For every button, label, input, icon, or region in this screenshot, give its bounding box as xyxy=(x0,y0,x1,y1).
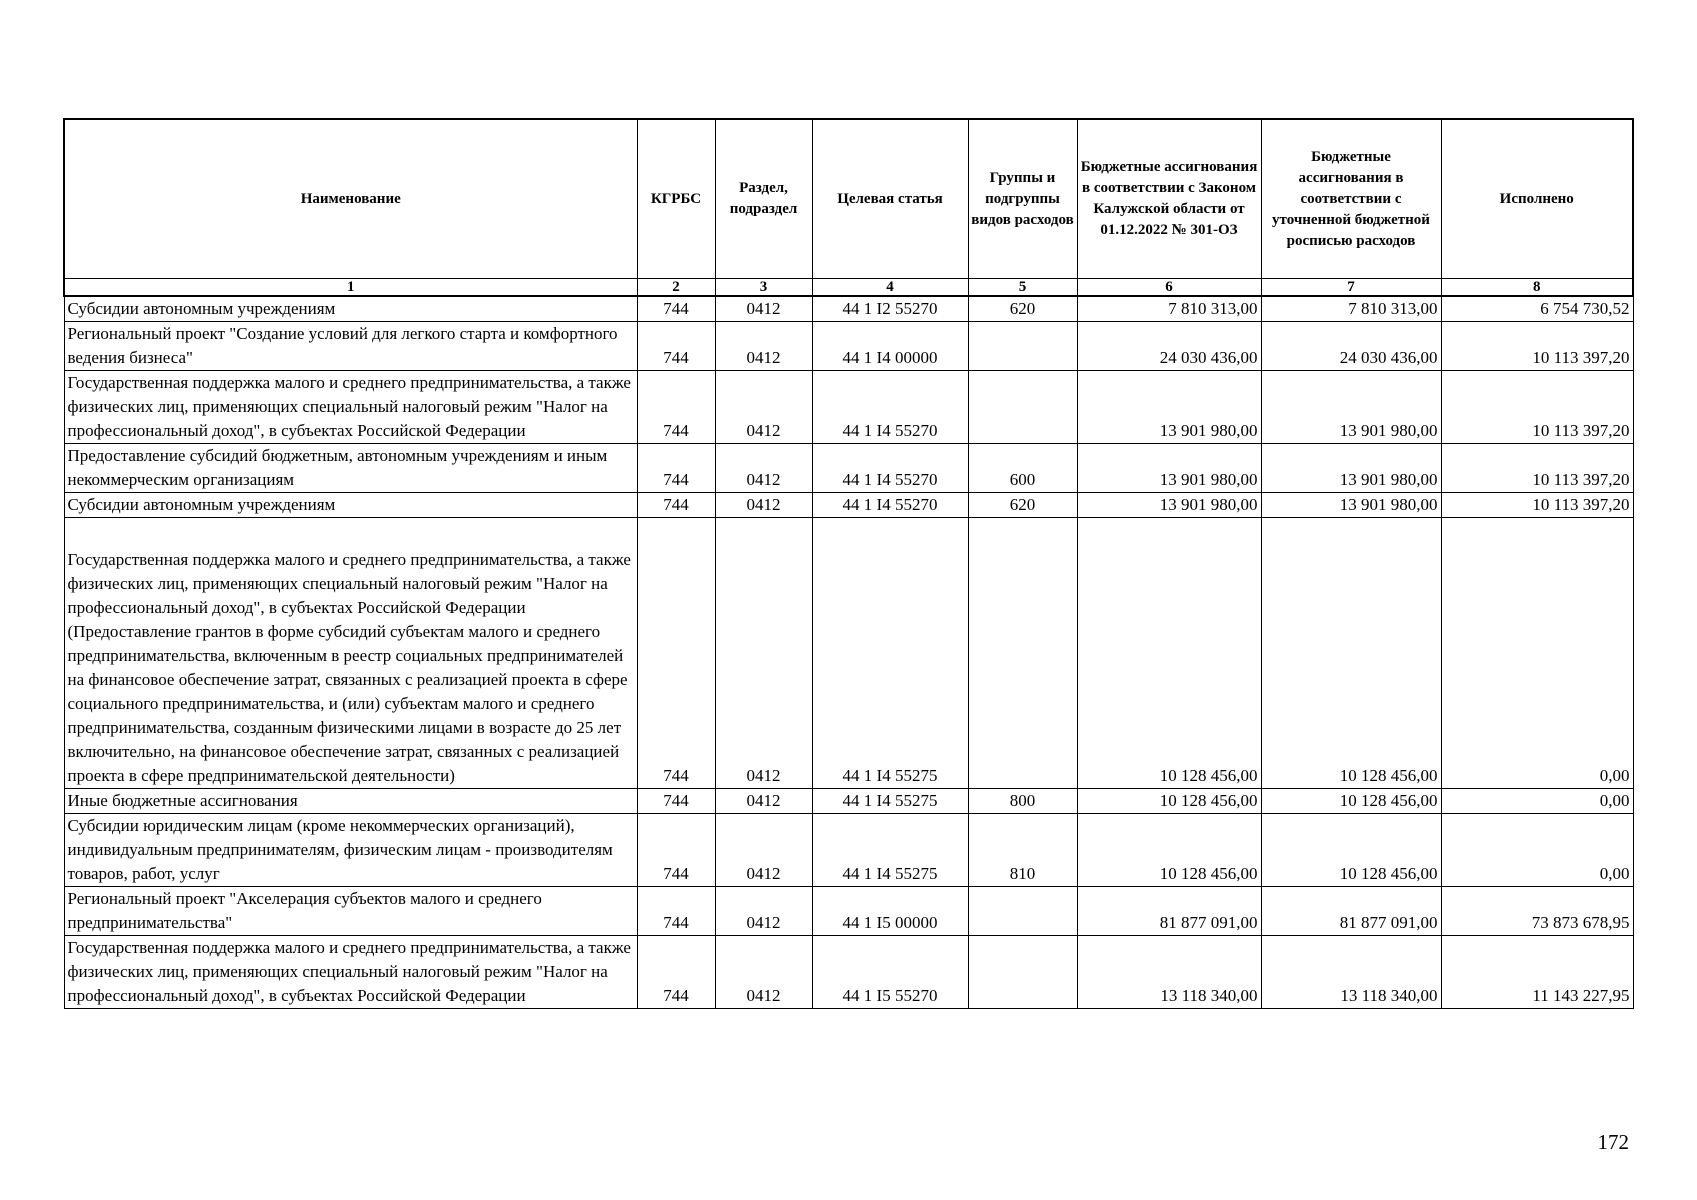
row-statya: 44 1 I4 55270 xyxy=(812,444,968,493)
table-row xyxy=(64,296,1633,322)
row-zakon: 10 128 456,00 xyxy=(1077,814,1261,887)
row-name: Субсидии автономным учреждениям xyxy=(64,296,637,322)
row-ispolneno: 0,00 xyxy=(1441,789,1633,814)
row-vid: 620 xyxy=(968,296,1077,322)
row-vid xyxy=(968,371,1077,444)
row-rospis: 24 030 436,00 xyxy=(1261,322,1441,371)
row-ispolneno: 10 113 397,20 xyxy=(1441,493,1633,518)
table-row xyxy=(64,814,1633,887)
header-razdel: Раздел, подраздел xyxy=(715,119,812,279)
row-ispolneno: 0,00 xyxy=(1441,518,1633,789)
column-number: 1 xyxy=(64,279,637,297)
table-row xyxy=(64,322,1633,371)
row-zakon: 10 128 456,00 xyxy=(1077,518,1261,789)
row-zakon: 81 877 091,00 xyxy=(1077,887,1261,936)
row-rospis: 81 877 091,00 xyxy=(1261,887,1441,936)
row-ispolneno: 0,00 xyxy=(1441,814,1633,887)
header-ispolneno: Исполнено xyxy=(1441,119,1633,279)
row-statya: 44 1 I4 55275 xyxy=(812,518,968,789)
header-name: Наименование xyxy=(64,119,637,279)
row-rospis: 13 118 340,00 xyxy=(1261,936,1441,1009)
budget-table xyxy=(63,118,1634,1009)
table-row xyxy=(64,493,1633,518)
row-vid: 800 xyxy=(968,789,1077,814)
row-razdel: 0412 xyxy=(715,444,812,493)
row-statya: 44 1 I4 55275 xyxy=(812,814,968,887)
row-statya: 44 1 I4 55270 xyxy=(812,371,968,444)
row-statya: 44 1 I4 55275 xyxy=(812,789,968,814)
row-razdel: 0412 xyxy=(715,518,812,789)
row-rospis: 10 128 456,00 xyxy=(1261,518,1441,789)
row-rospis: 13 901 980,00 xyxy=(1261,371,1441,444)
row-zakon: 13 901 980,00 xyxy=(1077,371,1261,444)
row-name: Государственная поддержка малого и среднего предпринимательства, а также физических лиц, применяющих специальный налоговый режим "Налог на профессиональный доход", в субъектах Российской Федерации xyxy=(64,371,637,444)
row-ispolneno: 10 113 397,20 xyxy=(1441,371,1633,444)
row-kgrbs: 744 xyxy=(637,444,715,493)
row-kgrbs: 744 xyxy=(637,296,715,322)
row-name: Субсидии автономным учреждениям xyxy=(64,493,637,518)
row-vid xyxy=(968,887,1077,936)
header-rospis: Бюджетные ассигнования в соответствии с уточненной бюджетной росписью расходов xyxy=(1261,119,1441,279)
header-statya: Целевая статья xyxy=(812,119,968,279)
page-number: 172 xyxy=(1597,1130,1629,1154)
table-row xyxy=(64,371,1633,444)
row-rospis: 10 128 456,00 xyxy=(1261,814,1441,887)
row-zakon: 13 118 340,00 xyxy=(1077,936,1261,1009)
row-rospis: 10 128 456,00 xyxy=(1261,789,1441,814)
header-kgrbs: КГРБС xyxy=(637,119,715,279)
row-statya: 44 1 I5 55270 xyxy=(812,936,968,1009)
row-kgrbs: 744 xyxy=(637,518,715,789)
row-zakon: 7 810 313,00 xyxy=(1077,296,1261,322)
table-row xyxy=(64,936,1633,1009)
row-vid xyxy=(968,936,1077,1009)
row-kgrbs: 744 xyxy=(637,887,715,936)
row-name: Субсидии юридическим лицам (кроме некоммерческих организаций), индивидуальным предпринимателям, физическим лицам - производителям товаров, работ, услуг xyxy=(64,814,637,887)
row-name: Государственная поддержка малого и среднего предпринимательства, а также физических лиц, применяющих специальный налоговый режим "Налог на профессиональный доход", в субъектах Российской Федерации xyxy=(64,936,637,1009)
row-ispolneno: 73 873 678,95 xyxy=(1441,887,1633,936)
row-ispolneno: 6 754 730,52 xyxy=(1441,296,1633,322)
header-vid: Группы и подгруппы видов расходов xyxy=(968,119,1077,279)
header-zakon: Бюджетные ассигнования в соответствии с Законом Калужской области от 01.12.2022 № 301-ОЗ xyxy=(1077,119,1261,279)
row-razdel: 0412 xyxy=(715,322,812,371)
column-number: 3 xyxy=(715,279,812,297)
row-kgrbs: 744 xyxy=(637,493,715,518)
column-number: 8 xyxy=(1441,279,1633,297)
row-kgrbs: 744 xyxy=(637,322,715,371)
row-rospis: 7 810 313,00 xyxy=(1261,296,1441,322)
row-ispolneno: 11 143 227,95 xyxy=(1441,936,1633,1009)
row-name: Предоставление субсидий бюджетным, автономным учреждениям и иным некоммерческим организациям xyxy=(64,444,637,493)
row-name: Региональный проект "Акселерация субъектов малого и среднего предпринимательства" xyxy=(64,887,637,936)
row-kgrbs: 744 xyxy=(637,936,715,1009)
column-number: 4 xyxy=(812,279,968,297)
row-statya: 44 1 I2 55270 xyxy=(812,296,968,322)
row-name: Региональный проект "Создание условий для легкого старта и комфортного ведения бизнеса" xyxy=(64,322,637,371)
table-header xyxy=(64,119,1633,296)
row-zakon: 13 901 980,00 xyxy=(1077,444,1261,493)
row-statya: 44 1 I5 00000 xyxy=(812,887,968,936)
table-row xyxy=(64,444,1633,493)
row-razdel: 0412 xyxy=(715,887,812,936)
column-number: 6 xyxy=(1077,279,1261,297)
row-vid: 810 xyxy=(968,814,1077,887)
row-razdel: 0412 xyxy=(715,296,812,322)
row-kgrbs: 744 xyxy=(637,371,715,444)
row-vid: 600 xyxy=(968,444,1077,493)
row-name: Иные бюджетные ассигнования xyxy=(64,789,637,814)
row-kgrbs: 744 xyxy=(637,814,715,887)
row-razdel: 0412 xyxy=(715,371,812,444)
row-zakon: 10 128 456,00 xyxy=(1077,789,1261,814)
row-name: Государственная поддержка малого и среднего предпринимательства, а также физических лиц, применяющих специальный налоговый режим "Налог на профессиональный доход", в субъектах Российской Федерации (Предоставление грантов в форме субсидий субъектам малого и среднего предпринимательства, включенным в реестр социальных предпринимателей на финансовое обеспечение затрат, связанных с реализацией проекта в сфере социального предпринимательства, и (или) субъектам малого и среднего предпринимательства, созданным физическими лицами в возрасте до 25 лет включительно, на финансовое обеспечение затрат, связанных с реализацией проекта в сфере предпринимательской деятельности) xyxy=(64,518,637,789)
row-ispolneno: 10 113 397,20 xyxy=(1441,322,1633,371)
row-rospis: 13 901 980,00 xyxy=(1261,493,1441,518)
row-zakon: 13 901 980,00 xyxy=(1077,493,1261,518)
row-zakon: 24 030 436,00 xyxy=(1077,322,1261,371)
row-vid xyxy=(968,518,1077,789)
column-number: 5 xyxy=(968,279,1077,297)
table-row xyxy=(64,518,1633,789)
row-kgrbs: 744 xyxy=(637,789,715,814)
row-statya: 44 1 I4 00000 xyxy=(812,322,968,371)
row-razdel: 0412 xyxy=(715,936,812,1009)
table-row xyxy=(64,887,1633,936)
column-number: 2 xyxy=(637,279,715,297)
row-vid: 620 xyxy=(968,493,1077,518)
row-razdel: 0412 xyxy=(715,493,812,518)
row-statya: 44 1 I4 55270 xyxy=(812,493,968,518)
row-rospis: 13 901 980,00 xyxy=(1261,444,1441,493)
table-body xyxy=(64,296,1633,1009)
row-razdel: 0412 xyxy=(715,789,812,814)
row-ispolneno: 10 113 397,20 xyxy=(1441,444,1633,493)
row-vid xyxy=(968,322,1077,371)
row-razdel: 0412 xyxy=(715,814,812,887)
table-row xyxy=(64,789,1633,814)
column-number: 7 xyxy=(1261,279,1441,297)
budget-table-container xyxy=(63,118,1632,1009)
